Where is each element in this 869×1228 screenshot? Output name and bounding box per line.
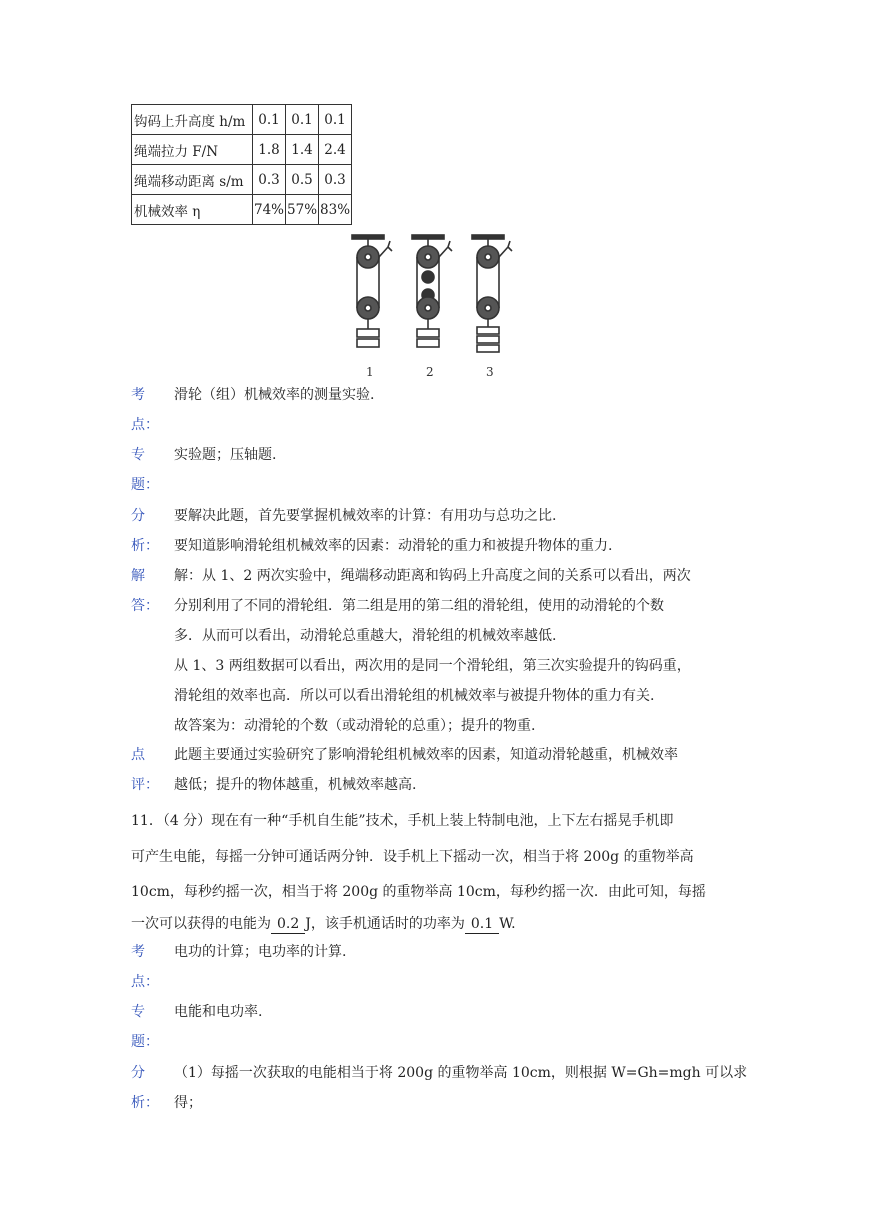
table-cell: 0.1: [286, 105, 319, 135]
jieda-line: 多．从而可以看出，动滑轮总重越大，滑轮组的机械效率越低.: [174, 628, 557, 644]
q11-line-3: 10cm，每秒约摇一次，相当于将 200g 的重物举高 10cm，每秒约摇一次．由此可知，每摇: [131, 884, 706, 900]
table-row: [132, 165, 352, 195]
dianping-tag-1: 点: [131, 747, 145, 763]
q11-zhuanti-tag-2: 题：: [131, 1034, 159, 1050]
figure-label-3: 3: [486, 365, 494, 379]
q11-line-4-c: W.: [499, 916, 516, 932]
answer-blank-2: 0.1: [465, 915, 499, 934]
jieda-line: 从 1、3 两组数据可以看出，两次用的是同一个滑轮组，第三次实验提升的钩码重，: [174, 658, 691, 674]
figure-label-2: 2: [426, 365, 434, 379]
q11-zhuanti-tag-1: 专: [131, 1004, 145, 1020]
q11-kaodian-tag-2: 点：: [131, 974, 159, 990]
jieda-tag-2: 答：: [131, 598, 159, 614]
table-cell: 83%: [319, 195, 352, 225]
q11-line-4: [131, 913, 516, 935]
q11-line-2: 可产生电能，每摇一分钟可通话两分钟．设手机上下摇动一次，相当于将 200g 的重物举高: [131, 849, 694, 865]
q11-fenxi-tag-2: 析：: [131, 1095, 159, 1111]
q11-fenxi-line-1: （1）每摇一次获取的电能相当于将 200g 的重物举高 10cm，则根据 W=Gh=mgh 可以求: [174, 1065, 748, 1081]
pulley-figure: [350, 233, 530, 383]
table-cell: 0.5: [286, 165, 319, 195]
jieda-tag-1: 解: [131, 568, 145, 584]
q11-line-4-b: J，该手机通话时的功率为: [305, 916, 465, 932]
fenxi-line-2: 要知道影响滑轮组机械效率的因素：动滑轮的重力和被提升物体的重力.: [174, 538, 613, 554]
row-label: 绳端移动距离 s/m: [132, 165, 253, 195]
table-cell: 0.3: [253, 165, 286, 195]
fenxi-tag-1: 分: [131, 508, 145, 524]
table-cell: 0.1: [253, 105, 286, 135]
q11-line-4-a: 一次可以获得的电能为: [131, 916, 271, 932]
figure-label-1: 1: [366, 365, 374, 379]
table-cell: 0.1: [319, 105, 352, 135]
jieda-line: 解：从 1、2 两次实验中，绳端移动距离和钩码上升高度之间的关系可以看出，两次: [174, 568, 691, 584]
dianping-tag-2: 评：: [131, 777, 159, 793]
table-cell: 57%: [286, 195, 319, 225]
pulley-setup-2: [412, 235, 452, 347]
table-row: [132, 135, 352, 165]
table-cell: 0.3: [319, 165, 352, 195]
row-label: 绳端拉力 F/N: [132, 135, 253, 165]
zhuanti-tag-2: 题：: [131, 477, 159, 493]
kaodian-tag-1: 考: [131, 387, 145, 403]
fenxi-tag-2: 析：: [131, 538, 159, 554]
q11-kaodian-tag-1: 考: [131, 944, 145, 960]
table-cell: 74%: [253, 195, 286, 225]
jieda-line: 分别利用了不同的滑轮组．第二组是用的第二组的滑轮组，使用的动滑轮的个数: [174, 598, 664, 614]
table-row: [132, 105, 352, 135]
zhuanti-text: 实验题；压轴题.: [174, 447, 277, 463]
q11-line-1: 11．（4 分）现在有一种“手机自生能”技术，手机上装上特制电池，上下左右摇晃手机即: [131, 813, 674, 829]
jieda-line: 故答案为：动滑轮的个数（或动滑轮的总重）；提升的物重.: [174, 718, 536, 734]
q11-fenxi-tag-1: 分: [131, 1065, 145, 1081]
table-cell: 2.4: [319, 135, 352, 165]
dianping-line-1: 此题主要通过实验研究了影响滑轮组机械效率的因素，知道动滑轮越重，机械效率: [174, 747, 678, 763]
pulley-setup-1: [352, 235, 392, 347]
q11-zhuanti-text: 电能和电功率.: [174, 1004, 263, 1020]
jieda-line: 滑轮组的效率也高．所以可以看出滑轮组的机械效率与被提升物体的重力有关.: [174, 688, 655, 704]
q11-fenxi-line-2: 得；: [174, 1095, 202, 1111]
row-label: 钩码上升高度 h/m: [132, 105, 253, 135]
answer-blank-1: 0.2: [271, 915, 305, 934]
kaodian-text: 滑轮（组）机械效率的测量实验.: [174, 387, 375, 403]
zhuanti-tag-1: 专: [131, 447, 145, 463]
row-label: 机械效率 η: [132, 195, 253, 225]
fenxi-line-1: 要解决此题，首先要掌握机械效率的计算：有用功与总功之比.: [174, 508, 557, 524]
kaodian-tag-2: 点：: [131, 417, 159, 433]
pulley-setup-3: [472, 235, 512, 352]
dianping-line-2: 越低；提升的物体越重，机械效率越高.: [174, 777, 417, 793]
q11-kaodian-text: 电功的计算；电功率的计算.: [174, 944, 347, 960]
table-cell: 1.4: [286, 135, 319, 165]
experiment-table: [131, 104, 352, 225]
table-cell: 1.8: [253, 135, 286, 165]
table-row: [132, 195, 352, 225]
